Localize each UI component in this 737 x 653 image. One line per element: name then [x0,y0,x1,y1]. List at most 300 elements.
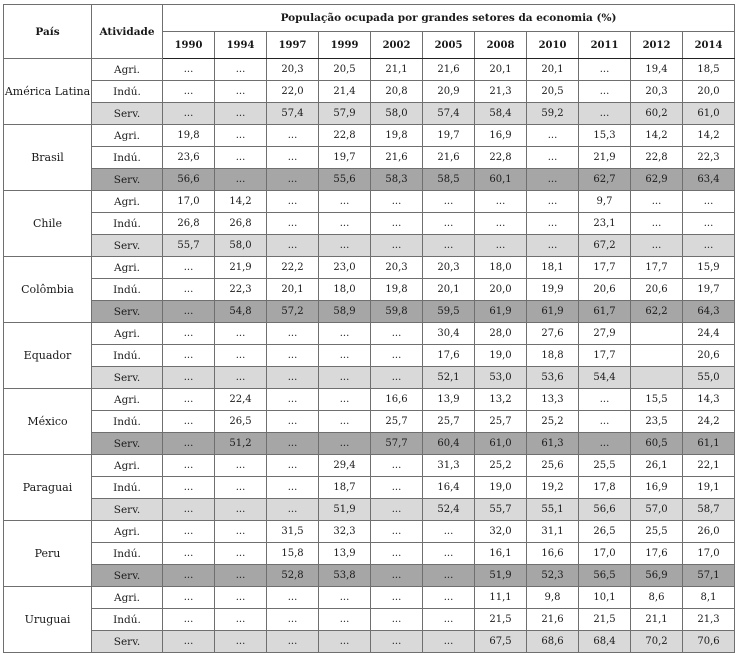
value-cell: ... [215,147,267,169]
value-cell: ... [267,499,319,521]
value-cell: 56,6 [579,499,631,521]
value-cell: ... [215,587,267,609]
value-cell: ... [527,235,579,257]
value-cell: ... [319,631,371,653]
value-cell: 58,0 [371,103,423,125]
country-group [4,257,735,323]
table-row [4,455,735,477]
value-cell: 61,7 [579,301,631,323]
value-cell: 18,8 [527,345,579,367]
value-cell: ... [319,367,371,389]
value-cell: ... [215,631,267,653]
value-cell: 25,7 [423,411,475,433]
value-cell: 55,7 [163,235,215,257]
activity-cell: Agri. [92,59,163,81]
value-cell: ... [215,103,267,125]
value-cell: ... [371,191,423,213]
value-cell: ... [371,609,423,631]
value-cell: ... [163,521,215,543]
value-cell: 16,4 [423,477,475,499]
value-cell: ... [267,477,319,499]
activity-cell: Serv. [92,499,163,521]
value-cell: 23,6 [163,147,215,169]
activity-cell: Serv. [92,565,163,587]
value-cell: 31,5 [267,521,319,543]
value-cell: ... [631,213,683,235]
value-cell: 56,5 [579,565,631,587]
value-cell: ... [423,631,475,653]
activity-cell: Serv. [92,433,163,455]
value-cell: 61,0 [475,433,527,455]
value-cell: ... [215,169,267,191]
value-cell: 16,9 [631,477,683,499]
value-cell: 32,3 [319,521,371,543]
value-cell: 14,2 [215,191,267,213]
value-cell: 19,7 [319,147,371,169]
table-row [4,543,735,565]
value-cell: 51,2 [215,433,267,455]
value-cell: ... [267,411,319,433]
value-cell: ... [319,433,371,455]
value-cell: 52,8 [267,565,319,587]
value-cell: 55,7 [475,499,527,521]
country-name: América Latina [4,59,92,125]
value-cell: 57,2 [267,301,319,323]
value-cell: ... [215,345,267,367]
value-cell: 17,7 [579,257,631,279]
table-row [4,213,735,235]
value-cell: 13,3 [527,389,579,411]
value-cell: ... [631,235,683,257]
activity-cell: Agri. [92,125,163,147]
value-cell: 27,9 [579,323,631,345]
activity-cell: Serv. [92,103,163,125]
table-row [4,81,735,103]
value-cell: ... [215,455,267,477]
table-row [4,521,735,543]
value-cell: 20,3 [371,257,423,279]
value-cell: 25,5 [579,455,631,477]
value-cell: 20,6 [683,345,735,367]
table-row [4,191,735,213]
value-cell: 25,2 [527,411,579,433]
activity-cell: Agri. [92,587,163,609]
table-wrapper [3,4,734,653]
value-cell: 8,6 [631,587,683,609]
value-cell: ... [527,147,579,169]
value-cell: ... [267,455,319,477]
value-cell: ... [371,213,423,235]
activity-cell: Agri. [92,191,163,213]
activity-cell: Serv. [92,235,163,257]
value-cell: ... [475,191,527,213]
value-cell: 22,3 [683,147,735,169]
table-row [4,631,735,653]
table-row [4,235,735,257]
value-cell: ... [371,521,423,543]
value-cell: ... [423,587,475,609]
value-cell: ... [267,389,319,411]
country-name: Brasil [4,125,92,191]
activity-cell: Indú. [92,609,163,631]
value-cell: ... [215,59,267,81]
activity-cell: Indú. [92,147,163,169]
value-cell: 60,4 [423,433,475,455]
employment-table [3,4,735,653]
country-name: Equador [4,323,92,389]
value-cell: 17,8 [579,477,631,499]
value-cell: ... [163,257,215,279]
value-cell: ... [527,191,579,213]
value-cell: 17,0 [579,543,631,565]
group-title-header: População ocupada por grandes setores da economia (%) [163,5,735,32]
value-cell: 58,9 [319,301,371,323]
table-row [4,59,735,81]
value-cell: ... [631,191,683,213]
table-row [4,257,735,279]
value-cell: ... [215,367,267,389]
value-cell: 19,7 [683,279,735,301]
value-cell: 57,7 [371,433,423,455]
value-cell: ... [683,213,735,235]
value-cell: ... [371,323,423,345]
value-cell: 19,8 [163,125,215,147]
value-cell: 8,1 [683,587,735,609]
value-cell: 53,8 [319,565,371,587]
value-cell: ... [371,367,423,389]
value-cell: 21,9 [579,147,631,169]
value-cell: ... [579,411,631,433]
value-cell: 28,0 [475,323,527,345]
value-cell: 9,8 [527,587,579,609]
value-cell: 17,6 [423,345,475,367]
value-cell: 61,9 [475,301,527,323]
value-cell: 11,1 [475,587,527,609]
value-cell: 20,1 [475,59,527,81]
year-header: 1999 [319,32,371,59]
value-cell: ... [371,565,423,587]
value-cell: 20,0 [683,81,735,103]
value-cell: ... [423,521,475,543]
value-cell: ... [215,125,267,147]
value-cell: 52,3 [527,565,579,587]
value-cell: 25,6 [527,455,579,477]
value-cell: ... [371,345,423,367]
value-cell: 53,0 [475,367,527,389]
value-cell: ... [319,345,371,367]
value-cell: 51,9 [475,565,527,587]
value-cell: 60,1 [475,169,527,191]
value-cell: ... [215,499,267,521]
table-row [4,279,735,301]
value-cell: 21,3 [475,81,527,103]
value-cell: 58,5 [423,169,475,191]
value-cell: 16,6 [527,543,579,565]
value-cell: ... [371,499,423,521]
table-row [4,587,735,609]
table-row [4,345,735,367]
table-row [4,301,735,323]
value-cell: 19,0 [475,477,527,499]
value-cell: ... [267,323,319,345]
value-cell: 20,0 [475,279,527,301]
value-cell: 59,8 [371,301,423,323]
value-cell: ... [163,455,215,477]
value-cell: 70,2 [631,631,683,653]
value-cell: 18,0 [319,279,371,301]
table-row [4,477,735,499]
value-cell: 22,0 [267,81,319,103]
value-cell: ... [319,235,371,257]
value-cell: ... [527,169,579,191]
value-cell: ... [267,191,319,213]
value-cell: ... [319,389,371,411]
value-cell: ... [579,59,631,81]
value-cell: 54,4 [579,367,631,389]
value-cell: 22,4 [215,389,267,411]
activity-cell: Agri. [92,389,163,411]
value-cell: 24,2 [683,411,735,433]
value-cell: 20,3 [267,59,319,81]
value-cell: 51,9 [319,499,371,521]
value-cell: 61,0 [683,103,735,125]
year-header: 2002 [371,32,423,59]
value-cell: 20,6 [631,279,683,301]
value-cell: 20,1 [267,279,319,301]
value-cell: 16,9 [475,125,527,147]
value-cell: 18,7 [319,477,371,499]
country-group [4,521,735,587]
year-header: 2011 [579,32,631,59]
value-cell: 25,2 [475,455,527,477]
value-cell: 10,1 [579,587,631,609]
value-cell: 21,3 [683,609,735,631]
value-cell: 31,1 [527,521,579,543]
country-name: Colômbia [4,257,92,323]
value-cell: ... [163,477,215,499]
value-cell: 23,5 [631,411,683,433]
value-cell: ... [215,543,267,565]
value-cell: ... [579,433,631,455]
value-cell: 26,8 [163,213,215,235]
value-cell: 57,1 [683,565,735,587]
value-cell: 20,5 [527,81,579,103]
table-row [4,367,735,389]
value-cell: 26,0 [683,521,735,543]
value-cell: 14,2 [631,125,683,147]
value-cell: 63,4 [683,169,735,191]
country-column-header: País [4,5,92,59]
value-cell: 20,1 [527,59,579,81]
value-cell: ... [371,455,423,477]
value-cell: ... [527,213,579,235]
year-header: 2012 [631,32,683,59]
value-cell: ... [163,323,215,345]
value-cell: 25,7 [371,411,423,433]
year-header: 1994 [215,32,267,59]
value-cell: 15,3 [579,125,631,147]
value-cell: 21,6 [371,147,423,169]
value-cell: ... [319,609,371,631]
country-group [4,59,735,125]
value-cell: ... [371,543,423,565]
value-cell: 25,5 [631,521,683,543]
table-row [4,323,735,345]
value-cell: ... [163,587,215,609]
country-group [4,455,735,521]
header-row-groups [4,5,735,32]
value-cell: ... [163,389,215,411]
table-header [4,5,735,59]
value-cell: ... [215,565,267,587]
value-cell: 20,6 [579,279,631,301]
value-cell: 15,8 [267,543,319,565]
value-cell: ... [423,213,475,235]
value-cell: ... [267,235,319,257]
value-cell: 54,8 [215,301,267,323]
value-cell: 31,3 [423,455,475,477]
table-row [4,125,735,147]
activity-cell: Indú. [92,543,163,565]
value-cell: ... [267,433,319,455]
value-cell: 61,9 [527,301,579,323]
value-cell: 13,9 [319,543,371,565]
value-cell: 19,7 [423,125,475,147]
value-cell: ... [319,323,371,345]
value-cell: 25,7 [475,411,527,433]
value-cell: 19,9 [527,279,579,301]
table-row [4,565,735,587]
value-cell: 57,9 [319,103,371,125]
value-cell: 14,2 [683,125,735,147]
country-name: Peru [4,521,92,587]
value-cell: 56,6 [163,169,215,191]
value-cell: 58,4 [475,103,527,125]
value-cell: 68,6 [527,631,579,653]
value-cell: 55,6 [319,169,371,191]
value-cell: 67,5 [475,631,527,653]
value-cell: ... [423,235,475,257]
activity-cell: Serv. [92,631,163,653]
value-cell: 21,6 [423,147,475,169]
value-cell: 52,4 [423,499,475,521]
value-cell: ... [163,279,215,301]
value-cell: 53,6 [527,367,579,389]
value-cell: 20,1 [423,279,475,301]
value-cell: 21,6 [423,59,475,81]
value-cell: 13,9 [423,389,475,411]
value-cell: ... [163,103,215,125]
value-cell: ... [423,565,475,587]
value-cell: ... [163,499,215,521]
value-cell: 20,5 [319,59,371,81]
value-cell: 61,3 [527,433,579,455]
country-group [4,389,735,455]
year-header: 2010 [527,32,579,59]
value-cell: 57,4 [267,103,319,125]
value-cell: 21,5 [579,609,631,631]
value-cell: 20,3 [423,257,475,279]
country-name: Uruguai [4,587,92,653]
table-row [4,389,735,411]
value-cell: ... [163,631,215,653]
value-cell: 18,5 [683,59,735,81]
value-cell: ... [267,367,319,389]
value-cell: 20,3 [631,81,683,103]
value-cell: 19,1 [683,477,735,499]
value-cell: 16,1 [475,543,527,565]
value-cell: ... [215,477,267,499]
value-cell: 22,8 [631,147,683,169]
value-cell: 17,7 [631,257,683,279]
value-cell: 29,4 [319,455,371,477]
value-cell: ... [267,631,319,653]
value-cell: 17,6 [631,543,683,565]
value-cell: 21,4 [319,81,371,103]
value-cell: ... [163,565,215,587]
country-group [4,323,735,389]
value-cell: 22,3 [215,279,267,301]
value-cell: ... [423,609,475,631]
value-cell: 22,2 [267,257,319,279]
value-cell: 21,1 [631,609,683,631]
value-cell: 24,4 [683,323,735,345]
value-cell: 19,4 [631,59,683,81]
value-cell: 9,7 [579,191,631,213]
value-cell: 67,2 [579,235,631,257]
value-cell [631,367,683,389]
value-cell: ... [319,587,371,609]
value-cell: ... [579,103,631,125]
value-cell: 62,7 [579,169,631,191]
activity-cell: Agri. [92,257,163,279]
value-cell: 26,1 [631,455,683,477]
value-cell: 57,0 [631,499,683,521]
value-cell: 59,5 [423,301,475,323]
value-cell: ... [319,213,371,235]
value-cell: ... [319,191,371,213]
activity-cell: Indú. [92,279,163,301]
value-cell: 62,2 [631,301,683,323]
value-cell: ... [267,147,319,169]
value-cell: ... [423,191,475,213]
value-cell: ... [371,477,423,499]
value-cell: ... [423,543,475,565]
value-cell: 21,5 [475,609,527,631]
value-cell: 13,2 [475,389,527,411]
country-name: México [4,389,92,455]
value-cell: 17,0 [683,543,735,565]
value-cell: 19,8 [371,279,423,301]
value-cell: ... [267,609,319,631]
value-cell: 26,8 [215,213,267,235]
value-cell: ... [319,411,371,433]
country-group [4,191,735,257]
table-row [4,499,735,521]
year-header: 2005 [423,32,475,59]
value-cell: ... [267,169,319,191]
activity-cell: Indú. [92,81,163,103]
value-cell: 58,0 [215,235,267,257]
year-header: 1990 [163,32,215,59]
activity-cell: Agri. [92,455,163,477]
activity-cell: Agri. [92,323,163,345]
value-cell: ... [579,81,631,103]
value-cell: ... [267,213,319,235]
activity-cell: Agri. [92,521,163,543]
activity-cell: Indú. [92,345,163,367]
value-cell: 15,5 [631,389,683,411]
